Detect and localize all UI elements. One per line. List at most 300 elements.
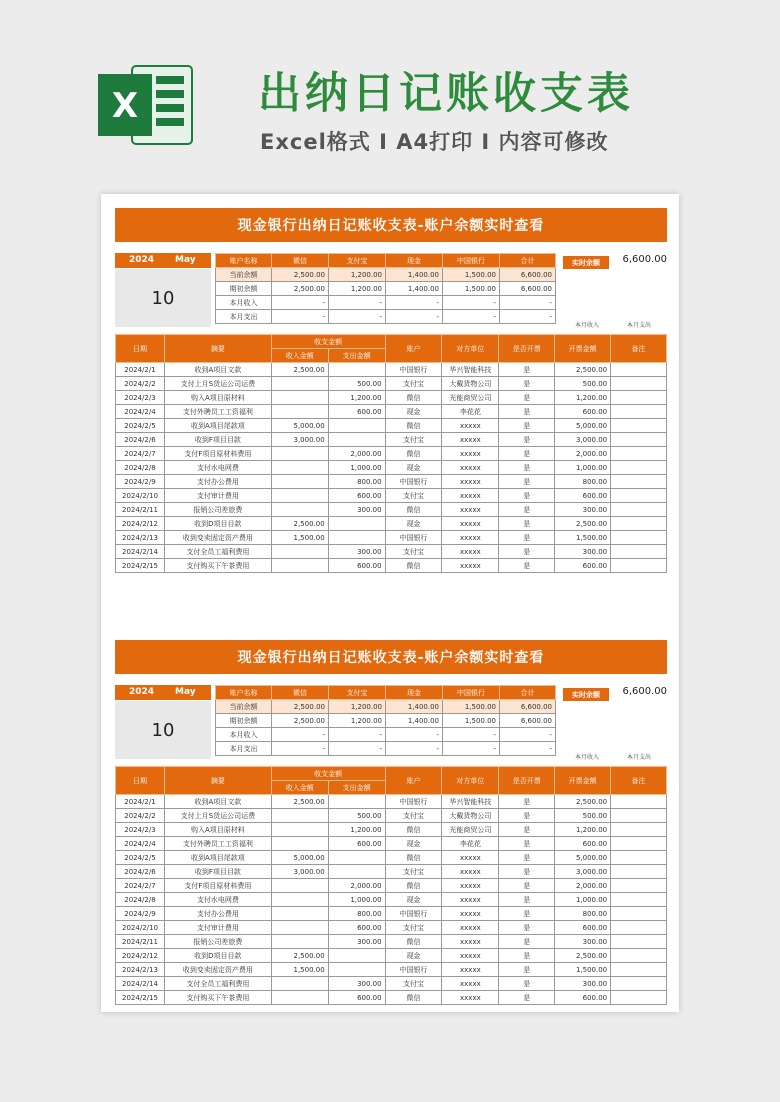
account-cell[interactable]: 6,600.00	[500, 282, 556, 296]
ledger-cell[interactable]: 3,000.00	[271, 433, 328, 447]
ledger-cell[interactable]: 600.00	[555, 837, 611, 851]
ledger-cell[interactable]: 3,000.00	[555, 865, 611, 879]
ledger-cell[interactable]: 支付水电网费	[164, 893, 271, 907]
account-cell[interactable]: 1,400.00	[386, 700, 443, 714]
ledger-cell[interactable]: 是	[499, 949, 555, 963]
ledger-cell[interactable]: 1,200.00	[555, 391, 611, 405]
ledger-cell[interactable]	[328, 433, 385, 447]
ledger-cell[interactable]: 2,500.00	[271, 363, 328, 377]
ledger-cell[interactable]: 现金	[385, 517, 442, 531]
ledger-cell[interactable]: 300.00	[555, 935, 611, 949]
ledger-cell[interactable]	[611, 433, 667, 447]
ledger-cell[interactable]: 微信	[385, 559, 442, 573]
ledger-cell[interactable]: xxxxx	[442, 949, 499, 963]
account-cell[interactable]: -	[386, 296, 443, 310]
ledger-cell[interactable]	[611, 531, 667, 545]
ledger-cell[interactable]: xxxxx	[442, 475, 499, 489]
ledger-cell[interactable]	[271, 977, 328, 991]
ledger-cell[interactable]	[271, 823, 328, 837]
ledger-cell[interactable]: 600.00	[328, 405, 385, 419]
account-cell[interactable]: 6,600.00	[500, 714, 556, 728]
ledger-cell[interactable]: 是	[499, 447, 555, 461]
ledger-cell[interactable]: 收到变卖固定资产费用	[164, 531, 271, 545]
ledger-cell[interactable]	[611, 503, 667, 517]
ledger-cell[interactable]: 支付外聘员工工资福利	[164, 405, 271, 419]
account-cell[interactable]: 1,200.00	[329, 268, 386, 282]
ledger-cell[interactable]	[271, 377, 328, 391]
ledger-cell[interactable]: 支付宝	[385, 865, 442, 879]
ledger-cell[interactable]: 是	[499, 503, 555, 517]
ledger-cell[interactable]	[328, 363, 385, 377]
account-cell[interactable]: 1,200.00	[329, 282, 386, 296]
ledger-cell[interactable]: 2024/2/1	[116, 363, 165, 377]
ledger-cell[interactable]: xxxxx	[442, 545, 499, 559]
ledger-cell[interactable]: 支付水电网费	[164, 461, 271, 475]
ledger-cell[interactable]: 是	[499, 963, 555, 977]
ledger-cell[interactable]: 1,500.00	[271, 963, 328, 977]
ledger-cell[interactable]	[271, 907, 328, 921]
ledger-cell[interactable]	[611, 391, 667, 405]
ledger-cell[interactable]	[611, 795, 667, 809]
account-cell[interactable]: -	[500, 742, 556, 756]
ledger-cell[interactable]: xxxxx	[442, 879, 499, 893]
ledger-cell[interactable]: 是	[499, 991, 555, 1005]
account-cell[interactable]: 2,500.00	[272, 268, 329, 282]
ledger-cell[interactable]: xxxxx	[442, 489, 499, 503]
ledger-cell[interactable]	[271, 461, 328, 475]
ledger-cell[interactable]	[611, 809, 667, 823]
ledger-cell[interactable]: 微信	[385, 503, 442, 517]
ledger-cell[interactable]	[611, 837, 667, 851]
ledger-cell[interactable]: 收到A项目尾款项	[164, 851, 271, 865]
ledger-cell[interactable]: 600.00	[555, 559, 611, 573]
account-cell[interactable]: 6,600.00	[500, 700, 556, 714]
ledger-cell[interactable]: 800.00	[555, 475, 611, 489]
ledger-cell[interactable]: 2024/2/7	[116, 447, 165, 461]
ledger-cell[interactable]: 支付宝	[385, 809, 442, 823]
ledger-cell[interactable]	[271, 991, 328, 1005]
ledger-cell[interactable]	[271, 447, 328, 461]
ledger-cell[interactable]: 1,200.00	[328, 823, 385, 837]
ledger-cell[interactable]: 600.00	[328, 991, 385, 1005]
ledger-cell[interactable]: 支付宝	[385, 977, 442, 991]
ledger-cell[interactable]: 2024/2/13	[116, 531, 165, 545]
ledger-cell[interactable]: xxxxx	[442, 963, 499, 977]
account-cell[interactable]: -	[386, 728, 443, 742]
ledger-cell[interactable]: 2024/2/13	[116, 963, 165, 977]
ledger-cell[interactable]: 是	[499, 405, 555, 419]
ledger-cell[interactable]: 800.00	[555, 907, 611, 921]
day-cell[interactable]: 10	[115, 701, 211, 759]
ledger-cell[interactable]: 2024/2/4	[116, 837, 165, 851]
ledger-cell[interactable]	[271, 405, 328, 419]
ledger-cell[interactable]: 2,000.00	[328, 879, 385, 893]
ledger-cell[interactable]: 2024/2/11	[116, 935, 165, 949]
ledger-cell[interactable]	[271, 809, 328, 823]
day-cell[interactable]: 10	[115, 269, 211, 327]
ledger-cell[interactable]: 光能商贸公司	[442, 391, 499, 405]
ledger-cell[interactable]: 微信	[385, 419, 442, 433]
ledger-cell[interactable]: 是	[499, 823, 555, 837]
ledger-cell[interactable]: 5,000.00	[555, 419, 611, 433]
ledger-cell[interactable]: xxxxx	[442, 977, 499, 991]
ledger-cell[interactable]	[611, 545, 667, 559]
ledger-cell[interactable]: 1,500.00	[271, 531, 328, 545]
ledger-cell[interactable]: 2024/2/15	[116, 991, 165, 1005]
ledger-cell[interactable]: 是	[499, 935, 555, 949]
account-cell[interactable]: 1,200.00	[329, 714, 386, 728]
ledger-cell[interactable]	[611, 489, 667, 503]
ledger-cell[interactable]: 现金	[385, 405, 442, 419]
ledger-cell[interactable]: 现金	[385, 837, 442, 851]
ledger-cell[interactable]: 是	[499, 837, 555, 851]
ledger-cell[interactable]	[271, 503, 328, 517]
account-cell[interactable]: -	[386, 742, 443, 756]
ledger-cell[interactable]: 2,500.00	[271, 949, 328, 963]
ledger-cell[interactable]: 是	[499, 433, 555, 447]
ledger-cell[interactable]: 2024/2/14	[116, 545, 165, 559]
ledger-cell[interactable]	[611, 461, 667, 475]
ledger-cell[interactable]: 是	[499, 893, 555, 907]
ledger-cell[interactable]: 2024/2/8	[116, 461, 165, 475]
ledger-cell[interactable]: 大戴货物公司	[442, 809, 499, 823]
ledger-cell[interactable]	[611, 517, 667, 531]
ledger-cell[interactable]: 李花花	[442, 837, 499, 851]
ledger-cell[interactable]: 2024/2/1	[116, 795, 165, 809]
ledger-cell[interactable]: 1,200.00	[555, 823, 611, 837]
ledger-cell[interactable]: 5,000.00	[271, 419, 328, 433]
ledger-cell[interactable]: 2,500.00	[555, 363, 611, 377]
ledger-cell[interactable]: 500.00	[328, 809, 385, 823]
ledger-cell[interactable]	[271, 921, 328, 935]
ledger-cell[interactable]: 500.00	[555, 809, 611, 823]
ledger-cell[interactable]: 2,500.00	[555, 795, 611, 809]
ledger-cell[interactable]: 微信	[385, 991, 442, 1005]
ledger-cell[interactable]: 2024/2/4	[116, 405, 165, 419]
account-cell[interactable]: -	[272, 310, 329, 324]
ledger-cell[interactable]: 2024/2/15	[116, 559, 165, 573]
ledger-cell[interactable]: 2024/2/2	[116, 377, 165, 391]
ledger-cell[interactable]: 2,500.00	[555, 949, 611, 963]
ledger-cell[interactable]: 收到D项目目款	[164, 517, 271, 531]
ledger-cell[interactable]	[328, 419, 385, 433]
ledger-cell[interactable]	[611, 419, 667, 433]
ledger-cell[interactable]: 2024/2/2	[116, 809, 165, 823]
ledger-cell[interactable]: 2024/2/6	[116, 433, 165, 447]
ledger-cell[interactable]: 300.00	[555, 545, 611, 559]
ledger-cell[interactable]	[271, 391, 328, 405]
ledger-cell[interactable]: 光能商贸公司	[442, 823, 499, 837]
ledger-cell[interactable]: 600.00	[328, 837, 385, 851]
account-cell[interactable]: 6,600.00	[500, 268, 556, 282]
ledger-cell[interactable]	[611, 405, 667, 419]
ledger-cell[interactable]	[271, 559, 328, 573]
ledger-cell[interactable]: 3,000.00	[271, 865, 328, 879]
ledger-cell[interactable]: 2024/2/10	[116, 921, 165, 935]
ledger-cell[interactable]: 支付F项目原材料费用	[164, 447, 271, 461]
ledger-cell[interactable]	[611, 921, 667, 935]
ledger-cell[interactable]: 支付全员工福利费用	[164, 977, 271, 991]
ledger-cell[interactable]: xxxxx	[442, 419, 499, 433]
ledger-cell[interactable]: 支付审计费用	[164, 489, 271, 503]
ledger-cell[interactable]: 2024/2/5	[116, 851, 165, 865]
ledger-cell[interactable]: 2024/2/8	[116, 893, 165, 907]
ledger-cell[interactable]: 600.00	[328, 559, 385, 573]
ledger-cell[interactable]: 600.00	[555, 921, 611, 935]
ledger-cell[interactable]: 中国银行	[385, 475, 442, 489]
ledger-cell[interactable]: xxxxx	[442, 893, 499, 907]
ledger-cell[interactable]	[611, 907, 667, 921]
ledger-cell[interactable]	[271, 879, 328, 893]
ledger-cell[interactable]: 3,000.00	[555, 433, 611, 447]
ledger-cell[interactable]: 800.00	[328, 475, 385, 489]
ledger-cell[interactable]: 支付上月S货运公司运费	[164, 377, 271, 391]
ledger-cell[interactable]: 600.00	[555, 991, 611, 1005]
ledger-cell[interactable]: 微信	[385, 391, 442, 405]
ledger-cell[interactable]: 支付审计费用	[164, 921, 271, 935]
ledger-cell[interactable]: 华兴智能科技	[442, 795, 499, 809]
ledger-cell[interactable]: 收到A项目文款	[164, 363, 271, 377]
ledger-cell[interactable]	[328, 865, 385, 879]
ledger-cell[interactable]: xxxxx	[442, 517, 499, 531]
ledger-cell[interactable]: 是	[499, 489, 555, 503]
ledger-cell[interactable]: 1,000.00	[328, 461, 385, 475]
ledger-cell[interactable]: 是	[499, 475, 555, 489]
ledger-cell[interactable]: 300.00	[328, 545, 385, 559]
ledger-cell[interactable]: 5,000.00	[271, 851, 328, 865]
account-cell[interactable]: 期初余额	[216, 714, 272, 728]
ledger-cell[interactable]: 600.00	[328, 921, 385, 935]
ledger-cell[interactable]: 报销公司差旅费	[164, 935, 271, 949]
ledger-cell[interactable]	[611, 851, 667, 865]
ledger-cell[interactable]: 中国银行	[385, 363, 442, 377]
ledger-cell[interactable]: 2024/2/12	[116, 949, 165, 963]
ledger-cell[interactable]: xxxxx	[442, 433, 499, 447]
ledger-cell[interactable]: 800.00	[328, 907, 385, 921]
ledger-cell[interactable]: 支付宝	[385, 545, 442, 559]
ledger-cell[interactable]: 支付上月S货运公司运费	[164, 809, 271, 823]
ledger-cell[interactable]: 微信	[385, 851, 442, 865]
ledger-cell[interactable]	[611, 893, 667, 907]
ledger-cell[interactable]: 1,000.00	[328, 893, 385, 907]
ledger-cell[interactable]	[611, 363, 667, 377]
account-cell[interactable]: 本月支出	[216, 742, 272, 756]
ledger-cell[interactable]: 5,000.00	[555, 851, 611, 865]
ledger-cell[interactable]: 支付外聘员工工资福利	[164, 837, 271, 851]
account-cell[interactable]: -	[500, 310, 556, 324]
ledger-cell[interactable]: xxxxx	[442, 851, 499, 865]
ledger-cell[interactable]: 是	[499, 559, 555, 573]
account-cell[interactable]: -	[272, 728, 329, 742]
ledger-cell[interactable]: 2024/2/3	[116, 391, 165, 405]
ledger-cell[interactable]: xxxxx	[442, 991, 499, 1005]
ledger-cell[interactable]: 2024/2/12	[116, 517, 165, 531]
ledger-cell[interactable]	[611, 447, 667, 461]
account-cell[interactable]: -	[386, 310, 443, 324]
ledger-cell[interactable]: 1,500.00	[555, 963, 611, 977]
ledger-cell[interactable]: 300.00	[328, 977, 385, 991]
ledger-cell[interactable]: 支付宝	[385, 921, 442, 935]
account-cell[interactable]: -	[443, 728, 500, 742]
ledger-cell[interactable]: 支付购买下午茶费用	[164, 559, 271, 573]
ledger-cell[interactable]	[328, 517, 385, 531]
ledger-cell[interactable]: 购入A项目原材料	[164, 391, 271, 405]
account-cell[interactable]: 1,500.00	[443, 282, 500, 296]
ledger-cell[interactable]	[611, 865, 667, 879]
ledger-cell[interactable]: 是	[499, 851, 555, 865]
ledger-cell[interactable]: 2,000.00	[555, 879, 611, 893]
ledger-cell[interactable]: 是	[499, 461, 555, 475]
ledger-cell[interactable]: 是	[499, 809, 555, 823]
ledger-cell[interactable]	[611, 475, 667, 489]
ledger-cell[interactable]: 2,000.00	[555, 447, 611, 461]
ledger-cell[interactable]: 收到A项目文款	[164, 795, 271, 809]
ledger-cell[interactable]: 支付宝	[385, 489, 442, 503]
ledger-cell[interactable]: 购入A项目原材料	[164, 823, 271, 837]
ledger-cell[interactable]: 1,000.00	[555, 461, 611, 475]
ledger-cell[interactable]	[328, 531, 385, 545]
ledger-cell[interactable]: 2024/2/6	[116, 865, 165, 879]
account-cell[interactable]: -	[500, 296, 556, 310]
ledger-cell[interactable]: 2024/2/5	[116, 419, 165, 433]
account-cell[interactable]: 2,500.00	[272, 282, 329, 296]
ledger-cell[interactable]: xxxxx	[442, 461, 499, 475]
ledger-cell[interactable]: 微信	[385, 935, 442, 949]
ledger-cell[interactable]: 支付宝	[385, 433, 442, 447]
ledger-cell[interactable]: 是	[499, 545, 555, 559]
ledger-cell[interactable]: 收到D项目目款	[164, 949, 271, 963]
ledger-cell[interactable]	[611, 991, 667, 1005]
ledger-cell[interactable]: 300.00	[328, 935, 385, 949]
ledger-cell[interactable]: 2024/2/11	[116, 503, 165, 517]
ledger-cell[interactable]: 2,500.00	[555, 517, 611, 531]
ledger-cell[interactable]: 支付F项目原材料费用	[164, 879, 271, 893]
account-cell[interactable]: 期初余额	[216, 282, 272, 296]
ledger-cell[interactable]: 2024/2/10	[116, 489, 165, 503]
ledger-cell[interactable]: 报销公司差旅费	[164, 503, 271, 517]
ledger-cell[interactable]: 是	[499, 865, 555, 879]
ledger-cell[interactable]: 是	[499, 419, 555, 433]
account-cell[interactable]: 2,500.00	[272, 700, 329, 714]
ledger-cell[interactable]: xxxxx	[442, 503, 499, 517]
ledger-cell[interactable]	[271, 489, 328, 503]
ledger-cell[interactable]: xxxxx	[442, 559, 499, 573]
ledger-cell[interactable]: 中国银行	[385, 531, 442, 545]
ledger-cell[interactable]: 300.00	[555, 977, 611, 991]
ledger-cell[interactable]	[611, 977, 667, 991]
ledger-cell[interactable]: 2,500.00	[271, 795, 328, 809]
ledger-cell[interactable]: 1,500.00	[555, 531, 611, 545]
ledger-cell[interactable]: 中国银行	[385, 795, 442, 809]
ledger-cell[interactable]: xxxxx	[442, 531, 499, 545]
ledger-cell[interactable]	[271, 935, 328, 949]
ledger-cell[interactable]: 2,000.00	[328, 447, 385, 461]
ledger-cell[interactable]: 收到F项目目款	[164, 433, 271, 447]
ledger-cell[interactable]: 600.00	[555, 489, 611, 503]
account-cell[interactable]: 本月收入	[216, 296, 272, 310]
ledger-cell[interactable]: 是	[499, 377, 555, 391]
account-cell[interactable]: -	[272, 742, 329, 756]
ledger-cell[interactable]: 现金	[385, 893, 442, 907]
ledger-cell[interactable]: 中国银行	[385, 963, 442, 977]
ledger-cell[interactable]: 收到变卖固定资产费用	[164, 963, 271, 977]
ledger-cell[interactable]: 收到F项目目款	[164, 865, 271, 879]
ledger-cell[interactable]	[611, 377, 667, 391]
account-cell[interactable]: 1,500.00	[443, 700, 500, 714]
ledger-cell[interactable]	[611, 963, 667, 977]
account-cell[interactable]: 1,200.00	[329, 700, 386, 714]
ledger-cell[interactable]: 华兴智能科技	[442, 363, 499, 377]
ledger-cell[interactable]: xxxxx	[442, 865, 499, 879]
ledger-cell[interactable]: 是	[499, 977, 555, 991]
ledger-cell[interactable]: 支付全员工福利费用	[164, 545, 271, 559]
ledger-cell[interactable]	[611, 879, 667, 893]
ledger-cell[interactable]	[271, 837, 328, 851]
ledger-cell[interactable]: 2024/2/3	[116, 823, 165, 837]
account-cell[interactable]: -	[443, 310, 500, 324]
ledger-cell[interactable]: 现金	[385, 461, 442, 475]
ledger-cell[interactable]: 是	[499, 921, 555, 935]
account-cell[interactable]: -	[329, 728, 386, 742]
ledger-cell[interactable]: 2024/2/9	[116, 475, 165, 489]
account-cell[interactable]: 本月收入	[216, 728, 272, 742]
account-cell[interactable]: 1,400.00	[386, 714, 443, 728]
ledger-cell[interactable]: 600.00	[555, 405, 611, 419]
ledger-cell[interactable]: xxxxx	[442, 447, 499, 461]
ledger-cell[interactable]	[611, 935, 667, 949]
ledger-cell[interactable]	[328, 949, 385, 963]
ledger-cell[interactable]	[611, 559, 667, 573]
ledger-cell[interactable]: 500.00	[555, 377, 611, 391]
ledger-cell[interactable]: xxxxx	[442, 935, 499, 949]
ledger-cell[interactable]: 支付办公费用	[164, 475, 271, 489]
ledger-cell[interactable]: 300.00	[555, 503, 611, 517]
ledger-cell[interactable]: 2024/2/9	[116, 907, 165, 921]
account-cell[interactable]: 2,500.00	[272, 714, 329, 728]
ledger-cell[interactable]: 微信	[385, 879, 442, 893]
account-cell[interactable]: -	[443, 742, 500, 756]
ledger-cell[interactable]: 是	[499, 907, 555, 921]
ledger-cell[interactable]: 微信	[385, 447, 442, 461]
ledger-cell[interactable]: 支付宝	[385, 377, 442, 391]
account-cell[interactable]: 1,500.00	[443, 714, 500, 728]
ledger-cell[interactable]: 300.00	[328, 503, 385, 517]
ledger-cell[interactable]: 中国银行	[385, 907, 442, 921]
ledger-cell[interactable]	[271, 893, 328, 907]
account-cell[interactable]: -	[443, 296, 500, 310]
ledger-cell[interactable]	[328, 963, 385, 977]
account-cell[interactable]: 当前余额	[216, 268, 272, 282]
ledger-cell[interactable]: 现金	[385, 949, 442, 963]
ledger-cell[interactable]: 2,500.00	[271, 517, 328, 531]
account-cell[interactable]: 1,500.00	[443, 268, 500, 282]
ledger-cell[interactable]: 大戴货物公司	[442, 377, 499, 391]
account-cell[interactable]: -	[329, 310, 386, 324]
account-cell[interactable]: 当前余额	[216, 700, 272, 714]
ledger-cell[interactable]: 1,000.00	[555, 893, 611, 907]
ledger-cell[interactable]: 支付办公费用	[164, 907, 271, 921]
ledger-cell[interactable]	[328, 795, 385, 809]
ledger-cell[interactable]: 是	[499, 391, 555, 405]
ledger-cell[interactable]: 是	[499, 879, 555, 893]
ledger-cell[interactable]: 600.00	[328, 489, 385, 503]
ledger-cell[interactable]: xxxxx	[442, 907, 499, 921]
account-cell[interactable]: 1,400.00	[386, 282, 443, 296]
account-cell[interactable]: 1,400.00	[386, 268, 443, 282]
ledger-cell[interactable]: 2024/2/14	[116, 977, 165, 991]
account-cell[interactable]: -	[329, 296, 386, 310]
ledger-cell[interactable]: xxxxx	[442, 921, 499, 935]
